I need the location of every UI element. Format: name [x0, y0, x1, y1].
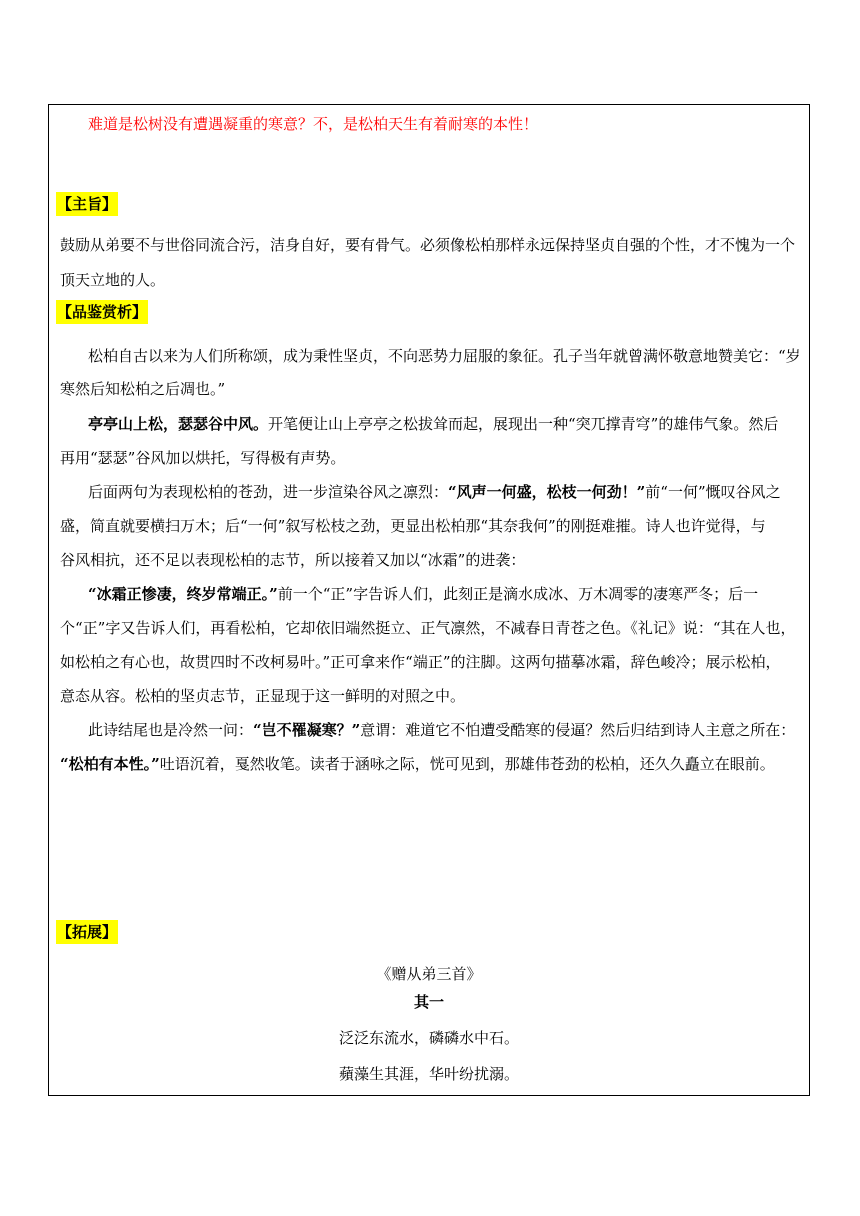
poem-subtitle: 其一 — [413, 993, 444, 1011]
analysis-p4-line-1 — [88, 582, 828, 606]
analysis-p3-line-1 — [88, 480, 828, 504]
analysis-p4-line-3: 如松柏之有心也，故贯四时不改柯易叶。”正可拿来作“端正”的注脚。这两句描摹冰霜，辞色峻冷；展示松柏， — [60, 653, 781, 671]
poem-line-2: 蘋藻生其涯，华叶纷扰溺。 — [338, 1065, 519, 1083]
verse-quote: “冰霜正惨凄，终岁常端正。” — [88, 585, 278, 603]
analysis-text: 此诗结尾也是冷然一问： — [88, 721, 254, 739]
analysis-text: 开笔便让山上亭亭之松拔耸而起，展现出一种“突兀撑青穹”的雄伟气象。然后 — [268, 415, 779, 433]
analysis-p4-line-4: 意态从容。松柏的坚贞志节，正显现于这一鲜明的对照之中。 — [60, 687, 466, 705]
verse-quote: “风声一何盛，松枝一何劲！” — [448, 483, 646, 501]
verse-quote: 亭亭山上松，瑟瑟谷中风。 — [88, 415, 269, 433]
analysis-p1-line-1: 松柏自古以来为人们所称颂，成为秉性坚贞，不向恶势力屈服的象征。孔子当年就曾满怀敬意地赞美它：“岁 — [88, 347, 801, 365]
poem-title: 《赠从弟三首》 — [376, 965, 482, 983]
extension-heading: 【拓展】 — [56, 920, 118, 944]
analysis-text: 吐语沉着，戛然收笔。读者于涵咏之际，恍可见到，那雄伟苍劲的松柏，还久久矗立在眼前。 — [159, 755, 775, 773]
analysis-p2-line-1 — [88, 412, 828, 436]
analysis-p5-line-1 — [88, 718, 828, 742]
verse-quote: “松柏有本性。” — [60, 755, 160, 773]
analysis-p3-line-3: 谷风相抗，还不足以表现松柏的志节，所以接着又加以“冰霜”的进袭： — [60, 551, 526, 569]
theme-text-line-1: 鼓励从弟要不与世俗同流合污，洁身自好，要有骨气。必须像松柏那样永远保持坚贞自强的个性，才不愧为一个 — [60, 236, 796, 254]
analysis-p4-line-2: 个“正”字又告诉人们，再看松柏，它却依旧端然挺立、正气凛然，不减春日青苍之色。《礼记》说：“其在人也， — [60, 619, 796, 637]
analysis-text: 意谓：难道它不怕遭受酷寒的侵逼？然后归结到诗人主意之所在： — [360, 721, 796, 739]
verse-quote: “岂不罹凝寒？” — [253, 721, 361, 739]
intro-line: 难道是松树没有遭遇凝重的寒意？不，是松柏天生有着耐寒的本性！ — [88, 115, 539, 133]
poem-line-1: 泛泛东流水，磷磷水中石。 — [338, 1029, 519, 1047]
appreciation-heading: 【品鉴赏析】 — [56, 300, 148, 324]
analysis-p2-line-2: 再用“瑟瑟”谷风加以烘托，写得极有声势。 — [60, 449, 346, 467]
analysis-p5-line-2 — [60, 752, 800, 776]
analysis-text: 后面两句为表现松柏的苍劲，进一步渲染谷风之凛烈： — [88, 483, 449, 501]
analysis-text: 前一个“正”字告诉人们，此刻正是滴水成冰、万木凋零的凄寒严冬；后一 — [277, 585, 759, 603]
analysis-text: 前“一何”慨叹谷风之 — [645, 483, 781, 501]
analysis-p3-line-2: 盛，简直就要横扫万木；后“一何”叙写松枝之劲，更显出松柏那“其奈我何”的刚挺难摧。诗人也许觉得，与 — [60, 517, 766, 535]
analysis-p1-line-2: 寒然后知松柏之后凋也。” — [60, 380, 226, 398]
theme-text-line-2: 顶天立地的人。 — [60, 271, 166, 289]
theme-heading: 【主旨】 — [56, 192, 118, 216]
